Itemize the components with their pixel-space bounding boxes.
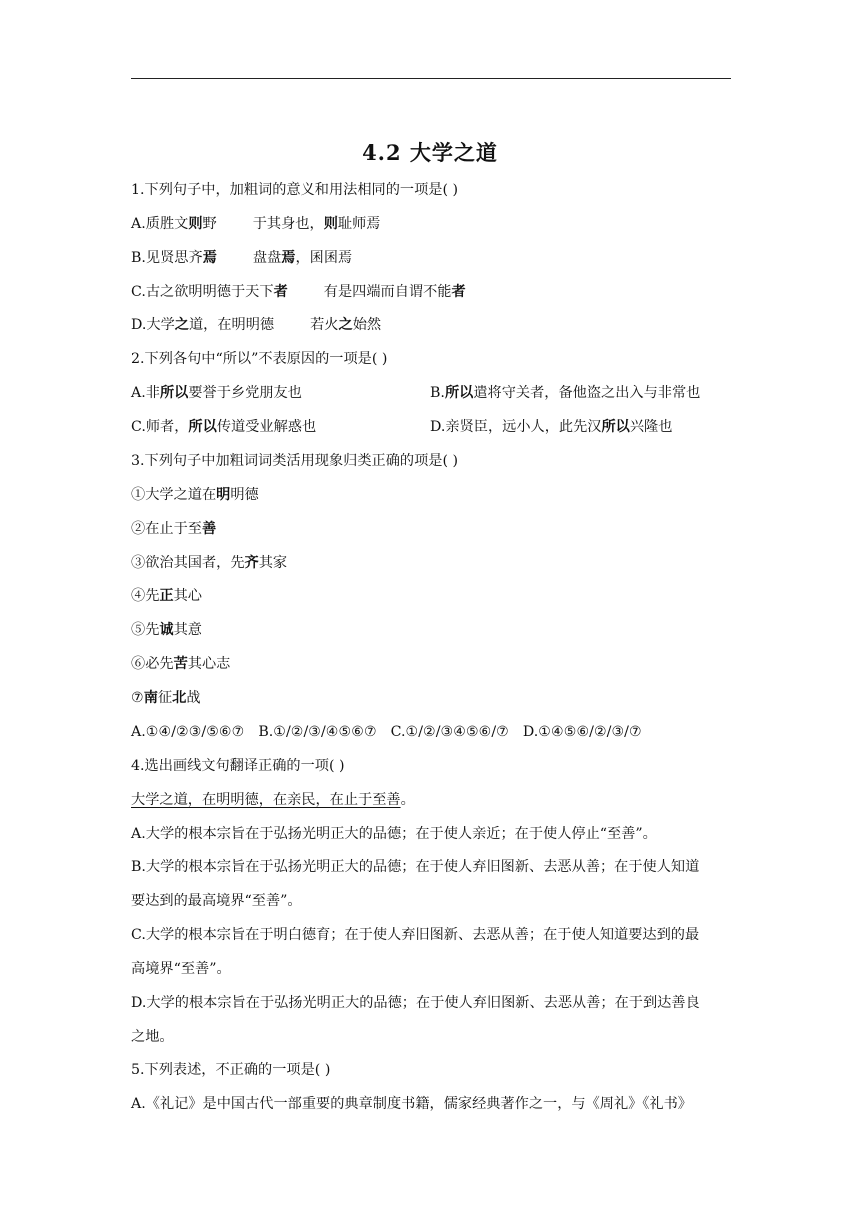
q1-option-d: D.大学之道，在明明德 若火之始然 [131,317,382,333]
q4-option-a: A.大学的根本宗旨在于弘扬光明正大的品德；在于使人亲近；在于使人停止“至善”。 [131,826,657,842]
q3-item-5: ⑤先诚其意 [131,622,202,638]
q1-option-c: C.古之欲明明德于天下者 有是四端而自谓不能者 [131,284,466,300]
q4-stem: 4.选出画线文句翻译正确的一项( ) [131,758,345,774]
q5-stem: 5.下列表述，不正确的一项是( ) [131,1062,331,1078]
q2-option-a: A.非所以要誉于乡党朋友也 [131,385,302,401]
q3-option-d: D.①④⑤⑥/②/③/⑦ [522,724,642,740]
q3-options [131,722,642,742]
q4-underlined-sentence: 大学之道，在明明德，在亲民，在止于至善。 [131,792,415,808]
q5-option-a-line1: A.《礼记》是中国古代一部重要的典章制度书籍，儒家经典著作之一，与《周礼》《礼书》 [131,1096,692,1112]
q3-item-4: ④先正其心 [131,588,202,604]
q3-item-1: ①大学之道在明明德 [131,487,259,503]
q4-option-c-line1: C.大学的根本宗旨在于明白德育；在于使人弃旧图新、去恶从善；在于使人知道要达到的最 [131,927,700,943]
q3-option-b: B.①/②/③/④⑤⑥⑦ [258,724,377,740]
q4-option-d-line2: 之地。 [131,1029,174,1045]
q1-stem: 1.下列句子中，加粗词的意义和用法相同的一项是( ) [131,182,459,198]
q3-item-6: ⑥必先苦其心志 [131,656,231,672]
q4-option-b-line1: B.大学的根本宗旨在于弘扬光明正大的品德；在于使人弃旧图新、去恶从善；在于使人知道 [131,859,700,875]
q2-option-c: C.师者，所以传道受业解惑也 [131,419,317,435]
q1-option-a: A.质胜文则野 于其身也，则耻师焉 [131,216,381,232]
q3-item-2: ②在止于至善 [131,521,217,537]
q4-option-c-line2: 高境界“至善”。 [131,961,231,977]
q3-option-a: A.①④/②③/⑤⑥⑦ [131,724,245,740]
q2-option-d: D.亲贤臣，远小人，此先汉所以兴隆也 [430,419,673,435]
q4-option-b-line2: 要达到的最高境界“至善”。 [131,893,302,909]
q4-option-d-line1: D.大学的根本宗旨在于弘扬光明正大的品德；在于使人弃旧图新、去恶从善；在于到达善良 [131,995,700,1011]
q3-item-7: ⑦南征北战 [131,690,201,706]
q2-option-b: B.所以遣将守关者，备他盗之出入与非常也 [430,385,701,401]
q3-stem: 3.下列句子中加粗词词类活用现象归类正确的项是( ) [131,453,459,469]
q3-item-3: ③欲治其国者，先齐其家 [131,555,288,571]
header-rule [131,78,731,79]
q3-option-c: C.①/②/③④⑤⑥/⑦ [390,724,509,740]
page-title: 4.2 大学之道 [362,140,498,165]
q1-option-b: B.见贤思齐焉 盘盘焉，囷囷焉 [131,250,353,266]
q2-stem: 2.下列各句中“所以”不表原因的一项是( ) [131,351,388,367]
